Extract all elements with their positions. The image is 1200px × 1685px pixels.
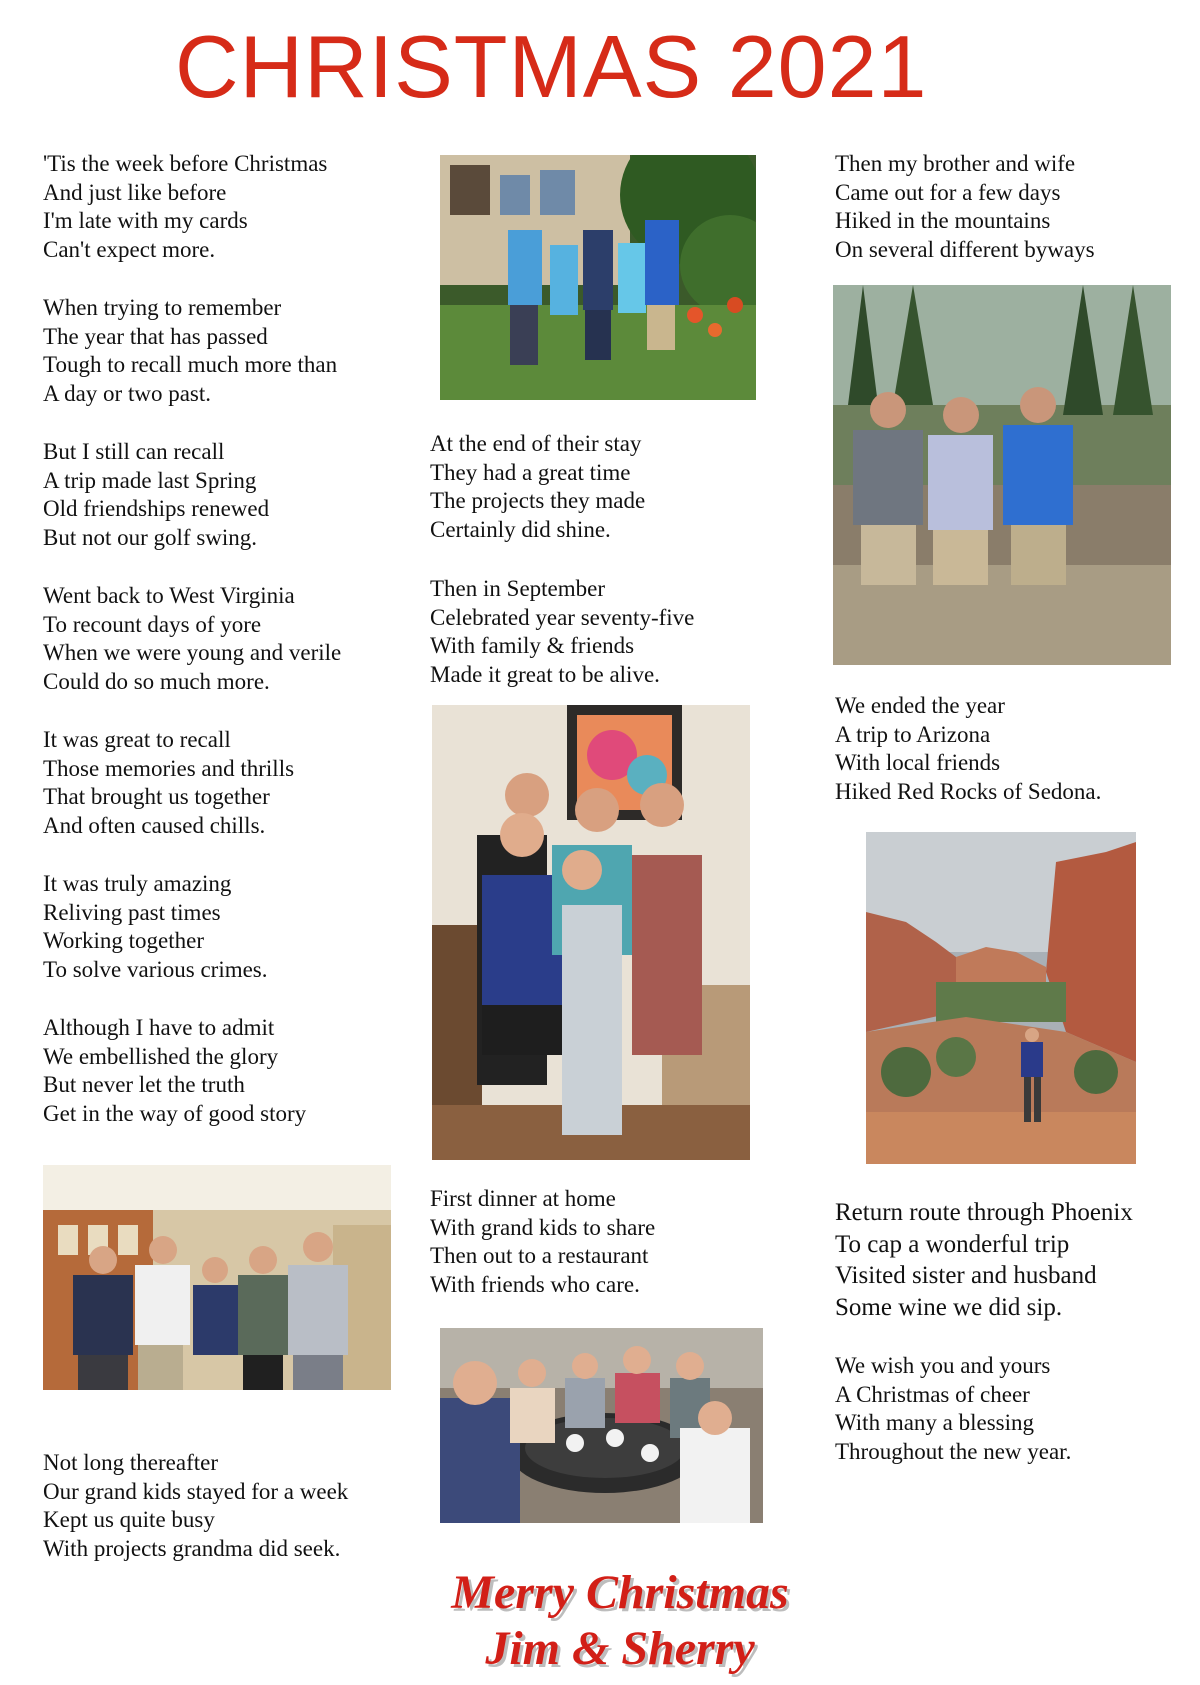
poem-line: They had a great time <box>430 459 631 485</box>
poem-line: Old friendships renewed <box>43 496 270 522</box>
stanza-september <box>430 575 694 690</box>
poem-line: Then out to a restaurant <box>430 1243 649 1269</box>
poem-line: Tough to recall much more than <box>43 352 338 378</box>
photo-mountain-hikers <box>833 285 1171 665</box>
poem-line: With projects grandma did seek. <box>43 1536 341 1562</box>
closing-signature <box>380 1565 860 1677</box>
photo-friends-reunion <box>43 1165 391 1390</box>
poem-line: That brought us together <box>43 784 270 810</box>
poem-line: Came out for a few days <box>835 179 1061 205</box>
stanza-remember <box>43 294 337 409</box>
poem-line: Kept us quite busy <box>43 1507 215 1533</box>
photo-restaurant-dinner <box>440 1328 763 1523</box>
poem-line: It was truly amazing <box>43 871 232 896</box>
poem-line: Some wine we did sip. <box>835 1294 1063 1322</box>
poem-line: We ended the year <box>835 693 1005 718</box>
poem-line: We wish you and yours <box>835 1353 1051 1378</box>
stanza-brother-wife <box>835 150 1095 265</box>
poem-line: Certainly did shine. <box>430 517 611 543</box>
poem-line: Visited sister and husband <box>835 1262 1097 1290</box>
poem-line: With grand kids to share <box>430 1214 656 1240</box>
poem-line: And just like before <box>43 179 227 205</box>
poem-line: A trip to Arizona <box>835 721 991 747</box>
poem-line: Although I have to admit <box>43 1015 275 1040</box>
poem-line: With local friends <box>835 750 1001 776</box>
poem-line: To cap a wonderful trip <box>835 1230 1070 1258</box>
stanza-first-dinner <box>430 1185 655 1300</box>
poem-line: At the end of their stay <box>430 431 642 456</box>
poem-line: When we were young and verile <box>43 640 342 666</box>
poem-line: We embellished the glory <box>43 1043 279 1069</box>
poem-line: The projects they made <box>430 488 646 514</box>
poem-line: It was great to recall <box>43 727 231 752</box>
poem-line: Can't expect more. <box>43 237 216 263</box>
stanza-arizona <box>835 692 1101 807</box>
stanza-amazing <box>43 870 268 985</box>
poem-line: With family & friends <box>430 633 635 659</box>
poem-line: Our grand kids stayed for a week <box>43 1478 349 1504</box>
closing-greeting: Merry Christmas <box>451 1566 789 1619</box>
poem-line: But never let the truth <box>43 1072 245 1098</box>
photo-sedona-red-rocks <box>866 832 1136 1164</box>
poem-line: Celebrated year seventy-five <box>430 604 695 630</box>
poem-line: Made it great to be alive. <box>430 662 660 688</box>
poem-line: A Christmas of cheer <box>835 1381 1030 1407</box>
stanza-late-cards <box>43 150 327 265</box>
poem-line: Then my brother and wife <box>835 151 1076 176</box>
stanza-wishes <box>835 1352 1071 1467</box>
poem-line: Then in September <box>430 576 606 601</box>
poem-line: Return route through Phoenix <box>835 1199 1133 1226</box>
poem-line: Not long thereafter <box>43 1450 218 1475</box>
poem-line: Hiked Red Rocks of Sedona. <box>835 779 1102 805</box>
poem-line: Hiked in the mountains <box>835 208 1051 234</box>
poem-line: 'Tis the week before Christmas <box>43 151 328 176</box>
poem-line: Those memories and thrills <box>43 755 295 781</box>
poem-line: Throughout the new year. <box>835 1439 1072 1465</box>
poem-line: But not our golf swing. <box>43 525 258 551</box>
poem-line: And often caused chills. <box>43 813 266 839</box>
poem-line: When trying to remember <box>43 295 282 320</box>
poem-line: A trip made last Spring <box>43 467 257 493</box>
poem-line: Could do so much more. <box>43 669 270 695</box>
photo-grandkids-yard <box>440 155 756 400</box>
poem-line: Working together <box>43 928 205 954</box>
poem-line: To recount days of yore <box>43 611 262 637</box>
poem-line: Reliving past times <box>43 899 221 925</box>
stanza-grand-kids <box>43 1449 348 1564</box>
poem-line: On several different byways <box>835 237 1095 263</box>
poem-line: I'm late with my cards <box>43 208 248 234</box>
stanza-west-virginia <box>43 582 341 697</box>
poem-line: With many a blessing <box>835 1410 1035 1436</box>
poem-line: To solve various crimes. <box>43 957 268 983</box>
closing-names: Jim & Sherry <box>485 1622 755 1675</box>
stanza-embellished <box>43 1014 306 1129</box>
poem-line: Went back to West Virginia <box>43 583 295 608</box>
poem-line: First dinner at home <box>430 1186 616 1211</box>
page-title: CHRISTMAS 2021 <box>175 17 928 116</box>
stanza-spring-trip <box>43 438 269 553</box>
poem-line: With friends who care. <box>430 1272 640 1298</box>
poem-line: A day or two past. <box>43 381 212 407</box>
poem-line: The year that has passed <box>43 323 268 349</box>
stanza-end-of-stay <box>430 430 645 545</box>
stanza-memories <box>43 726 294 841</box>
poem-line: But I still can recall <box>43 439 225 464</box>
poem-line: Get in the way of good story <box>43 1101 307 1127</box>
stanza-phoenix <box>835 1197 1133 1324</box>
photo-birthday-family <box>432 705 750 1160</box>
